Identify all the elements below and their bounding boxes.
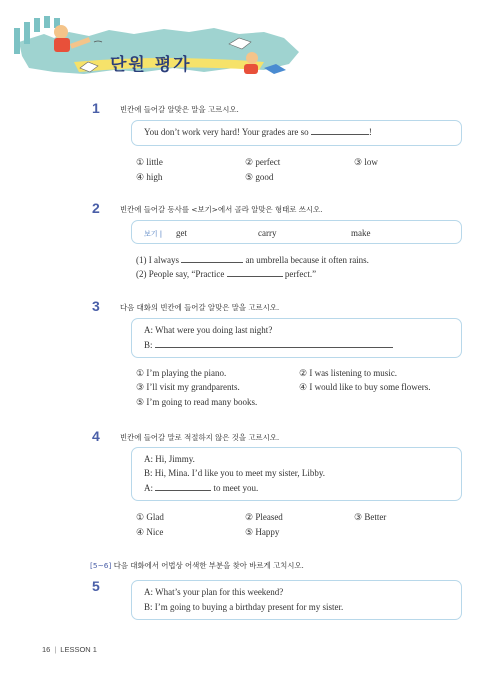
option-3[interactable]: ③ low bbox=[354, 157, 378, 167]
speaker-label: A: bbox=[144, 483, 153, 493]
dialogue-line-b: B: I’m going to buying a birthday present for my sister. bbox=[144, 602, 344, 612]
option-4[interactable]: ④ Nice bbox=[136, 527, 164, 537]
reading-child-head bbox=[54, 25, 68, 39]
example-box bbox=[131, 220, 462, 244]
sentence-1 bbox=[136, 255, 369, 265]
sentence-text: an umbrella because it often rains. bbox=[245, 255, 369, 265]
answer-blank[interactable] bbox=[155, 340, 393, 348]
question-instruction: 빈칸에 들어갈 동사를 <보기>에서 골라 알맞은 형태로 쓰시오. bbox=[120, 205, 323, 214]
option-2[interactable]: ② perfect bbox=[245, 157, 281, 167]
answer-blank[interactable] bbox=[155, 483, 211, 491]
speaker-label: B: bbox=[144, 340, 153, 350]
option-1[interactable]: ① Glad bbox=[136, 512, 164, 522]
question-range: [5~6] bbox=[90, 561, 112, 570]
option-3[interactable]: ③ I’ll visit my grandparents. bbox=[136, 382, 240, 392]
sentence-text: (2) People say, “Practice bbox=[136, 269, 225, 279]
sentence-text: perfect.” bbox=[284, 269, 317, 279]
option-5[interactable]: ⑤ good bbox=[245, 172, 274, 182]
question-box bbox=[131, 120, 462, 146]
example-word: get bbox=[176, 228, 187, 238]
option-1[interactable]: ① little bbox=[136, 157, 163, 167]
dialogue-box bbox=[131, 580, 462, 620]
answer-blank[interactable] bbox=[227, 269, 283, 277]
answer-blank[interactable] bbox=[181, 255, 243, 263]
prompt-text: You don’t work very hard! Your grades are so bbox=[144, 127, 309, 137]
option-2[interactable]: ② I was listening to music. bbox=[299, 368, 398, 378]
option-5[interactable]: ⑤ Happy bbox=[245, 527, 280, 537]
page-footer bbox=[42, 645, 97, 654]
lesson-label: LESSON 1 bbox=[60, 645, 97, 654]
option-4[interactable]: ④ I would like to buy some flowers. bbox=[299, 382, 431, 392]
example-label: 보기 | bbox=[144, 230, 163, 238]
question-number: 5 bbox=[92, 578, 100, 594]
question-number: 4 bbox=[92, 428, 100, 444]
question-instruction: 다음 대화의 빈칸에 들어갈 알맞은 말을 고르시오. bbox=[120, 303, 280, 312]
dialogue-line-1: A: Hi, Jimmy. bbox=[144, 454, 195, 464]
dialogue-line-a: A: What were you doing last night? bbox=[144, 325, 273, 335]
option-5[interactable]: ⑤ I’m going to read many books. bbox=[136, 397, 258, 407]
question-number: 2 bbox=[92, 200, 100, 216]
dialogue-box bbox=[131, 447, 462, 501]
question-instruction: 빈칸에 들어갈 알맞은 말을 고르시오. bbox=[120, 105, 239, 114]
question-number: 1 bbox=[92, 100, 100, 116]
unit-test-banner bbox=[14, 14, 314, 86]
footer-separator: | bbox=[54, 645, 57, 654]
dialogue-line-b bbox=[144, 340, 393, 350]
example-word: carry bbox=[258, 228, 277, 238]
option-4[interactable]: ④ high bbox=[136, 172, 163, 182]
option-3[interactable]: ③ Better bbox=[354, 512, 387, 522]
question-number: 3 bbox=[92, 298, 100, 314]
dialogue-line-a: A: What’s your plan for this weekend? bbox=[144, 587, 284, 597]
sentence-2 bbox=[136, 269, 316, 279]
question-instruction: 빈칸에 들어갈 말로 적절하지 않은 것을 고르시오. bbox=[120, 433, 280, 442]
dialogue-line-2: B: Hi, Mina. I’d like you to meet my sister, Libby. bbox=[144, 468, 326, 478]
answer-blank[interactable] bbox=[311, 127, 369, 135]
dialogue-line-3 bbox=[144, 483, 258, 493]
sentence-text: (1) I always bbox=[136, 255, 179, 265]
page-title: 단원 평가 bbox=[110, 55, 192, 75]
section-instruction bbox=[90, 560, 304, 571]
dialogue-text: to meet you. bbox=[213, 483, 259, 493]
section-instruction-text: 다음 대화에서 어법상 어색한 부분을 찾아 바르게 고치시오. bbox=[113, 561, 304, 570]
example-word: make bbox=[351, 228, 371, 238]
page-number: 16 bbox=[42, 645, 51, 654]
prompt-text: ! bbox=[368, 127, 372, 137]
option-2[interactable]: ② Pleased bbox=[245, 512, 283, 522]
dialogue-box bbox=[131, 318, 462, 358]
option-1[interactable]: ① I’m playing the piano. bbox=[136, 368, 227, 378]
